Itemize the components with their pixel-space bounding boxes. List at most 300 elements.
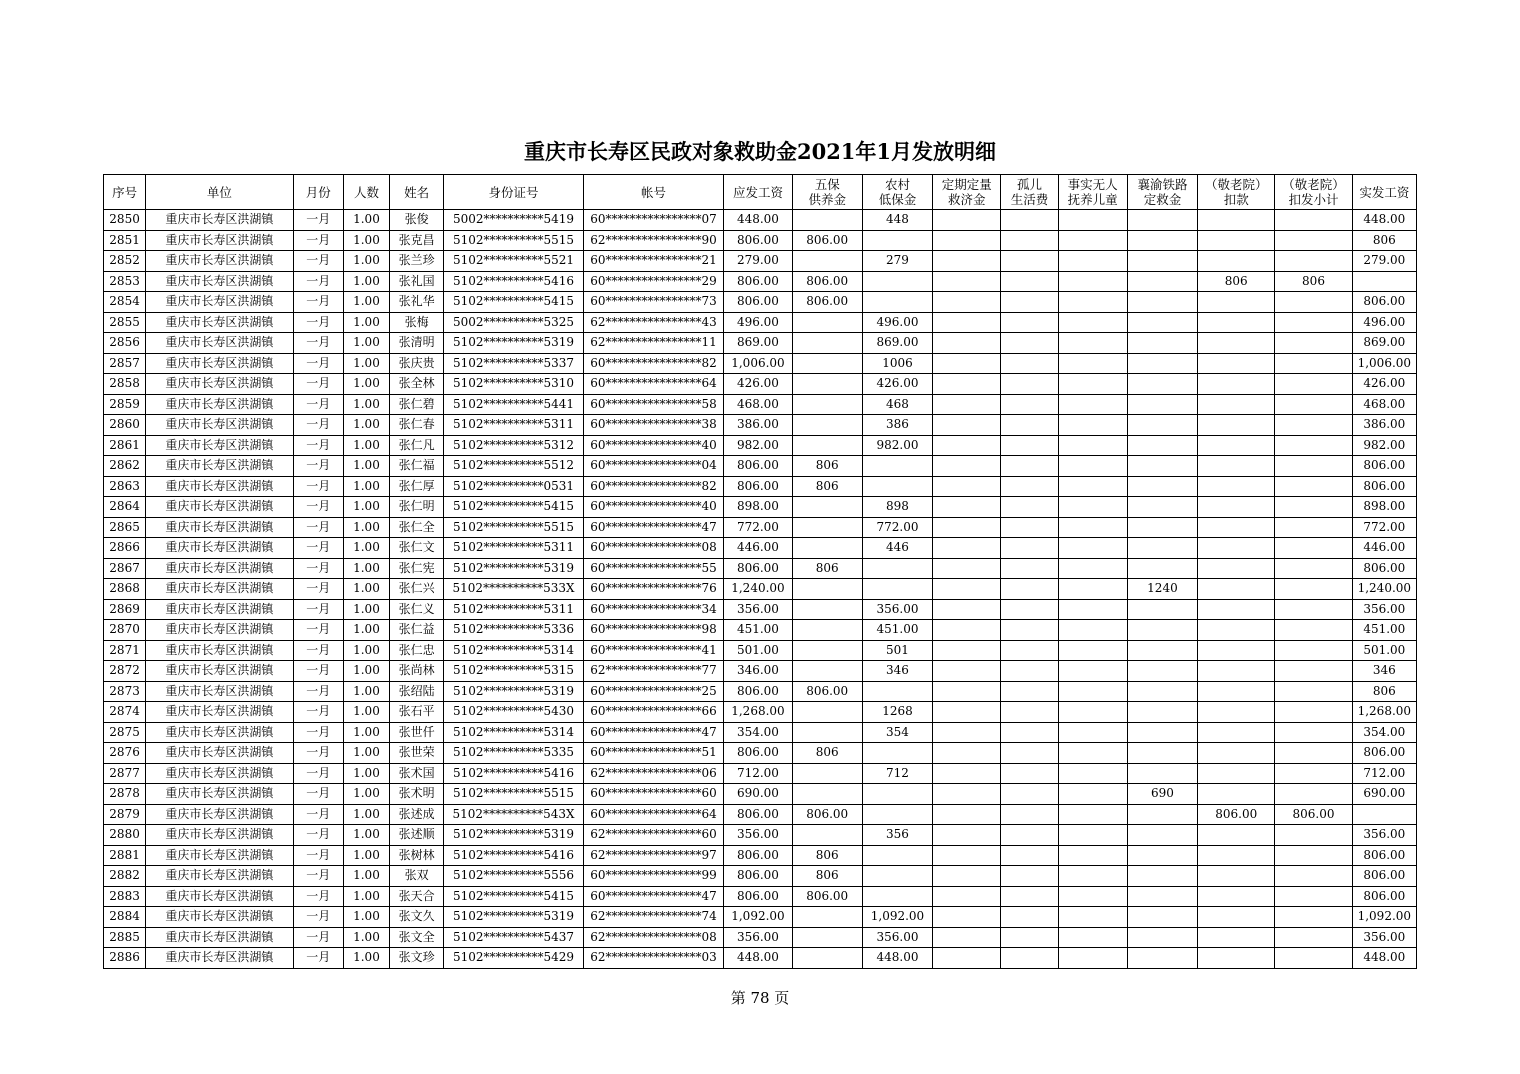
- table-cell: [1352, 804, 1416, 825]
- table-cell: 1.00: [343, 558, 389, 579]
- table-row: [104, 886, 1417, 907]
- table-cell: [1198, 497, 1275, 518]
- table-cell: 5102**********543X: [444, 804, 584, 825]
- column-header: 人数: [343, 175, 389, 210]
- table-cell: [933, 804, 1001, 825]
- table-cell: 2886: [104, 948, 146, 969]
- table-cell: 356.00: [862, 927, 932, 948]
- table-cell: [1127, 456, 1197, 477]
- table-cell: 5102**********5319: [444, 681, 584, 702]
- table-cell: [862, 579, 932, 600]
- table-cell: 806.00: [724, 845, 792, 866]
- table-cell: [933, 948, 1001, 969]
- table-cell: 60****************64: [583, 374, 724, 395]
- table-cell: [1127, 435, 1197, 456]
- table-cell: 张述顺: [390, 825, 444, 846]
- table-cell: [1058, 476, 1127, 497]
- table-row: [104, 784, 1417, 805]
- table-cell: [1058, 599, 1127, 620]
- table-cell: 一月: [293, 784, 343, 805]
- table-cell: [1275, 415, 1352, 436]
- table-cell: [862, 271, 932, 292]
- table-cell: 712.00: [1352, 763, 1416, 784]
- table-cell: 806.00: [1352, 743, 1416, 764]
- table-cell: [1275, 292, 1352, 313]
- table-cell: 2876: [104, 743, 146, 764]
- table-cell: [1275, 210, 1352, 231]
- table-cell: [1058, 620, 1127, 641]
- table-cell: [1275, 927, 1352, 948]
- table-cell: [792, 312, 862, 333]
- table-cell: [1275, 702, 1352, 723]
- table-cell: 2875: [104, 722, 146, 743]
- table-cell: 426.00: [862, 374, 932, 395]
- table-cell: 1,268.00: [1352, 702, 1416, 723]
- table-cell: 5102**********5416: [444, 845, 584, 866]
- table-cell: 5102**********5415: [444, 292, 584, 313]
- table-cell: 重庆市长寿区洪湖镇: [146, 374, 294, 395]
- table-cell: 重庆市长寿区洪湖镇: [146, 804, 294, 825]
- table-cell: 5102**********5319: [444, 558, 584, 579]
- table-cell: [1198, 886, 1275, 907]
- table-cell: 1.00: [343, 579, 389, 600]
- table-row: [104, 702, 1417, 723]
- table-cell: [1127, 230, 1197, 251]
- table-cell: 354.00: [1352, 722, 1416, 743]
- column-header: 农村 低保金: [862, 175, 932, 210]
- table-cell: 806.00: [724, 558, 792, 579]
- table-cell: 5102**********5311: [444, 599, 584, 620]
- table-cell: 806: [792, 845, 862, 866]
- table-cell: 张仁文: [390, 538, 444, 559]
- table-cell: 806.00: [724, 681, 792, 702]
- table-cell: 356.00: [1352, 825, 1416, 846]
- table-cell: 5102**********5310: [444, 374, 584, 395]
- table-cell: [1275, 640, 1352, 661]
- table-cell: [933, 538, 1001, 559]
- table-cell: [1127, 415, 1197, 436]
- table-cell: [1275, 866, 1352, 887]
- table-cell: 354: [862, 722, 932, 743]
- table-cell: 806: [1198, 271, 1275, 292]
- table-cell: 1.00: [343, 681, 389, 702]
- table-cell: 一月: [293, 353, 343, 374]
- table-cell: 一月: [293, 538, 343, 559]
- table-cell: 5102**********5515: [444, 230, 584, 251]
- table-cell: [792, 599, 862, 620]
- table-cell: 一月: [293, 558, 343, 579]
- table-cell: 重庆市长寿区洪湖镇: [146, 620, 294, 641]
- table-cell: 一月: [293, 456, 343, 477]
- table-cell: [1058, 927, 1127, 948]
- table-cell: [1001, 866, 1058, 887]
- table-cell: [1127, 476, 1197, 497]
- table-cell: [792, 640, 862, 661]
- table-cell: [862, 886, 932, 907]
- table-cell: [1275, 886, 1352, 907]
- table-cell: 1.00: [343, 415, 389, 436]
- table-cell: [1058, 702, 1127, 723]
- table-cell: [1001, 640, 1058, 661]
- table-cell: 346: [1352, 661, 1416, 682]
- table-cell: 张石平: [390, 702, 444, 723]
- table-cell: 张世荣: [390, 743, 444, 764]
- table-cell: 1.00: [343, 661, 389, 682]
- table-cell: 60****************38: [583, 415, 724, 436]
- table-cell: [792, 517, 862, 538]
- table-cell: 一月: [293, 702, 343, 723]
- table-cell: 2871: [104, 640, 146, 661]
- table-cell: [1058, 251, 1127, 272]
- table-cell: [1352, 271, 1416, 292]
- table-cell: 一月: [293, 497, 343, 518]
- table-cell: [1001, 353, 1058, 374]
- table-cell: [1198, 394, 1275, 415]
- table-cell: [1001, 435, 1058, 456]
- table-cell: [1127, 825, 1197, 846]
- table-cell: 690.00: [724, 784, 792, 805]
- table-cell: 2882: [104, 866, 146, 887]
- table-cell: [1058, 886, 1127, 907]
- table-cell: [1058, 784, 1127, 805]
- table-cell: 60****************82: [583, 353, 724, 374]
- table-cell: [933, 353, 1001, 374]
- table-cell: [1001, 456, 1058, 477]
- table-cell: [1001, 538, 1058, 559]
- table-cell: [1198, 333, 1275, 354]
- table-cell: 806.00: [1352, 558, 1416, 579]
- table-cell: 496.00: [1352, 312, 1416, 333]
- table-cell: [1127, 333, 1197, 354]
- table-cell: [1058, 312, 1127, 333]
- table-cell: [933, 907, 1001, 928]
- table-cell: [1001, 312, 1058, 333]
- table-cell: 重庆市长寿区洪湖镇: [146, 722, 294, 743]
- table-cell: [1275, 743, 1352, 764]
- table-cell: 张树林: [390, 845, 444, 866]
- table-cell: 772.00: [862, 517, 932, 538]
- table-cell: 1.00: [343, 804, 389, 825]
- table-cell: 张全林: [390, 374, 444, 395]
- table-cell: 60****************47: [583, 886, 724, 907]
- table-cell: 一月: [293, 743, 343, 764]
- table-cell: 1.00: [343, 538, 389, 559]
- table-cell: 5102**********533X: [444, 579, 584, 600]
- table-cell: 806.00: [1275, 804, 1352, 825]
- table-cell: [1001, 292, 1058, 313]
- table-cell: 一月: [293, 763, 343, 784]
- table-row: [104, 907, 1417, 928]
- table-cell: [933, 620, 1001, 641]
- table-cell: 重庆市长寿区洪湖镇: [146, 312, 294, 333]
- table-cell: 806.00: [792, 804, 862, 825]
- table-cell: [1058, 661, 1127, 682]
- table-cell: [1275, 476, 1352, 497]
- table-cell: 2880: [104, 825, 146, 846]
- table-cell: [1001, 681, 1058, 702]
- column-header: 月份: [293, 175, 343, 210]
- table-row: [104, 620, 1417, 641]
- table-cell: 2881: [104, 845, 146, 866]
- table-cell: 重庆市长寿区洪湖镇: [146, 353, 294, 374]
- table-cell: 806.00: [724, 292, 792, 313]
- table-cell: [1127, 210, 1197, 231]
- table-cell: 2885: [104, 927, 146, 948]
- table-cell: 448.00: [724, 948, 792, 969]
- table-cell: 806.00: [1198, 804, 1275, 825]
- table-cell: [1198, 620, 1275, 641]
- table-cell: 356: [862, 825, 932, 846]
- table-cell: 5102**********5336: [444, 620, 584, 641]
- column-header: 孤儿 生活费: [1001, 175, 1058, 210]
- payment-table: [103, 174, 1417, 969]
- table-cell: 5102**********5335: [444, 743, 584, 764]
- table-cell: 2860: [104, 415, 146, 436]
- table-cell: 806: [792, 476, 862, 497]
- table-cell: 60****************40: [583, 435, 724, 456]
- table-cell: 60****************25: [583, 681, 724, 702]
- table-cell: 448.00: [862, 948, 932, 969]
- table-cell: 一月: [293, 312, 343, 333]
- table-cell: 5102**********5315: [444, 661, 584, 682]
- table-cell: 2858: [104, 374, 146, 395]
- table-cell: [1198, 292, 1275, 313]
- table-cell: 60****************51: [583, 743, 724, 764]
- page-number: 第 78 页: [730, 989, 790, 1007]
- table-cell: 重庆市长寿区洪湖镇: [146, 845, 294, 866]
- table-cell: [1127, 312, 1197, 333]
- table-cell: 1.00: [343, 825, 389, 846]
- table-cell: [1058, 907, 1127, 928]
- table-cell: [1198, 312, 1275, 333]
- table-cell: 5102**********5515: [444, 784, 584, 805]
- table-cell: [1127, 374, 1197, 395]
- table-cell: [1127, 661, 1197, 682]
- table-cell: [1001, 845, 1058, 866]
- table-cell: 448: [862, 210, 932, 231]
- table-cell: [933, 599, 1001, 620]
- table-cell: [1001, 743, 1058, 764]
- table-cell: 60****************40: [583, 497, 724, 518]
- table-cell: 5102**********5319: [444, 825, 584, 846]
- table-cell: [1275, 353, 1352, 374]
- table-cell: 279.00: [1352, 251, 1416, 272]
- table-cell: 60****************82: [583, 476, 724, 497]
- table-cell: 重庆市长寿区洪湖镇: [146, 681, 294, 702]
- table-cell: 张世仟: [390, 722, 444, 743]
- table-cell: [1127, 620, 1197, 641]
- table-cell: 张文全: [390, 927, 444, 948]
- table-cell: 1.00: [343, 353, 389, 374]
- table-cell: 62****************77: [583, 661, 724, 682]
- table-row: [104, 394, 1417, 415]
- table-cell: 2851: [104, 230, 146, 251]
- table-cell: 5102**********5314: [444, 640, 584, 661]
- table-cell: 重庆市长寿区洪湖镇: [146, 661, 294, 682]
- table-row: [104, 210, 1417, 231]
- table-cell: 2869: [104, 599, 146, 620]
- table-cell: 1.00: [343, 292, 389, 313]
- table-cell: 张文久: [390, 907, 444, 928]
- table-cell: [1127, 927, 1197, 948]
- table-cell: [1198, 763, 1275, 784]
- table-cell: [1127, 722, 1197, 743]
- table-row: [104, 661, 1417, 682]
- table-cell: 60****************04: [583, 456, 724, 477]
- table-cell: [1198, 599, 1275, 620]
- table-cell: 60****************99: [583, 866, 724, 887]
- table-cell: 982.00: [862, 435, 932, 456]
- table-cell: 806.00: [1352, 456, 1416, 477]
- table-cell: 一月: [293, 415, 343, 436]
- table-cell: 501.00: [1352, 640, 1416, 661]
- table-cell: [1127, 886, 1197, 907]
- table-cell: 1.00: [343, 640, 389, 661]
- table-cell: [1001, 497, 1058, 518]
- column-header: 事实无人 抚养儿童: [1058, 175, 1127, 210]
- table-cell: 1.00: [343, 312, 389, 333]
- table-header-row: [104, 175, 1417, 210]
- table-cell: 张仁全: [390, 517, 444, 538]
- table-cell: [1127, 517, 1197, 538]
- table-cell: 张仁益: [390, 620, 444, 641]
- table-cell: 5002**********5419: [444, 210, 584, 231]
- table-row: [104, 579, 1417, 600]
- table-cell: 重庆市长寿区洪湖镇: [146, 415, 294, 436]
- table-cell: [933, 886, 1001, 907]
- table-cell: [792, 497, 862, 518]
- table-cell: [933, 825, 1001, 846]
- table-cell: 张俊: [390, 210, 444, 231]
- table-cell: 356.00: [724, 927, 792, 948]
- table-cell: 2864: [104, 497, 146, 518]
- table-cell: 重庆市长寿区洪湖镇: [146, 333, 294, 354]
- table-cell: [1058, 435, 1127, 456]
- table-cell: 1.00: [343, 948, 389, 969]
- table-cell: 2872: [104, 661, 146, 682]
- table-cell: 2863: [104, 476, 146, 497]
- table-cell: 356.00: [1352, 927, 1416, 948]
- table-cell: 690.00: [1352, 784, 1416, 805]
- table-cell: 2865: [104, 517, 146, 538]
- table-cell: [1127, 702, 1197, 723]
- table-cell: 5102**********5430: [444, 702, 584, 723]
- table-body: [104, 210, 1417, 969]
- table-cell: [1058, 271, 1127, 292]
- table-cell: [1198, 415, 1275, 436]
- table-cell: [792, 333, 862, 354]
- table-cell: 356.00: [724, 825, 792, 846]
- table-cell: [1001, 825, 1058, 846]
- table-cell: 一月: [293, 579, 343, 600]
- table-cell: 1.00: [343, 866, 389, 887]
- table-cell: [933, 722, 1001, 743]
- table-cell: [1001, 599, 1058, 620]
- table-cell: 1,268.00: [724, 702, 792, 723]
- table-cell: 468.00: [1352, 394, 1416, 415]
- table-cell: 一月: [293, 599, 343, 620]
- table-cell: [1001, 702, 1058, 723]
- table-cell: 356.00: [724, 599, 792, 620]
- table-cell: 重庆市长寿区洪湖镇: [146, 538, 294, 559]
- table-cell: [1001, 558, 1058, 579]
- table-cell: 重庆市长寿区洪湖镇: [146, 927, 294, 948]
- table-cell: 5102**********5512: [444, 456, 584, 477]
- table-cell: [862, 743, 932, 764]
- table-cell: 62****************11: [583, 333, 724, 354]
- table-cell: [1127, 640, 1197, 661]
- table-cell: [1127, 907, 1197, 928]
- table-cell: 1.00: [343, 456, 389, 477]
- table-cell: [1127, 599, 1197, 620]
- table-cell: [1001, 333, 1058, 354]
- table-cell: 982.00: [724, 435, 792, 456]
- table-cell: 1.00: [343, 374, 389, 395]
- table-cell: [1275, 722, 1352, 743]
- table-cell: [933, 661, 1001, 682]
- table-cell: [933, 374, 1001, 395]
- table-cell: [862, 845, 932, 866]
- table-cell: 2859: [104, 394, 146, 415]
- table-cell: 重庆市长寿区洪湖镇: [146, 907, 294, 928]
- table-cell: [1058, 948, 1127, 969]
- table-row: [104, 312, 1417, 333]
- table-row: [104, 825, 1417, 846]
- table-cell: 806.00: [724, 476, 792, 497]
- table-cell: 354.00: [724, 722, 792, 743]
- table-cell: 386.00: [1352, 415, 1416, 436]
- table-cell: [792, 722, 862, 743]
- column-header: 身份证号: [444, 175, 584, 210]
- table-cell: 重庆市长寿区洪湖镇: [146, 579, 294, 600]
- table-cell: [862, 866, 932, 887]
- table-cell: [1198, 743, 1275, 764]
- table-cell: [1275, 948, 1352, 969]
- table-cell: 1.00: [343, 927, 389, 948]
- table-cell: 446: [862, 538, 932, 559]
- table-cell: 张述成: [390, 804, 444, 825]
- table-row: [104, 251, 1417, 272]
- table-cell: 一月: [293, 292, 343, 313]
- table-cell: 5102**********0531: [444, 476, 584, 497]
- table-cell: [1275, 825, 1352, 846]
- table-cell: 1.00: [343, 435, 389, 456]
- table-cell: 张克昌: [390, 230, 444, 251]
- table-cell: [1275, 517, 1352, 538]
- table-cell: 重庆市长寿区洪湖镇: [146, 866, 294, 887]
- table-cell: [1275, 230, 1352, 251]
- table-cell: [1198, 210, 1275, 231]
- table-cell: [933, 927, 1001, 948]
- column-header: 序号: [104, 175, 146, 210]
- table-cell: [1127, 948, 1197, 969]
- table-cell: [1275, 435, 1352, 456]
- table-cell: 重庆市长寿区洪湖镇: [146, 702, 294, 723]
- table-cell: [1001, 722, 1058, 743]
- table-cell: [1058, 333, 1127, 354]
- table-cell: 一月: [293, 640, 343, 661]
- table-cell: 60****************64: [583, 804, 724, 825]
- table-cell: 1006: [862, 353, 932, 374]
- table-cell: 60****************34: [583, 599, 724, 620]
- table-cell: [792, 353, 862, 374]
- table-cell: 5102**********5314: [444, 722, 584, 743]
- table-cell: 279: [862, 251, 932, 272]
- table-cell: 806: [1275, 271, 1352, 292]
- table-cell: [1058, 640, 1127, 661]
- table-cell: [1198, 722, 1275, 743]
- table-cell: [1127, 538, 1197, 559]
